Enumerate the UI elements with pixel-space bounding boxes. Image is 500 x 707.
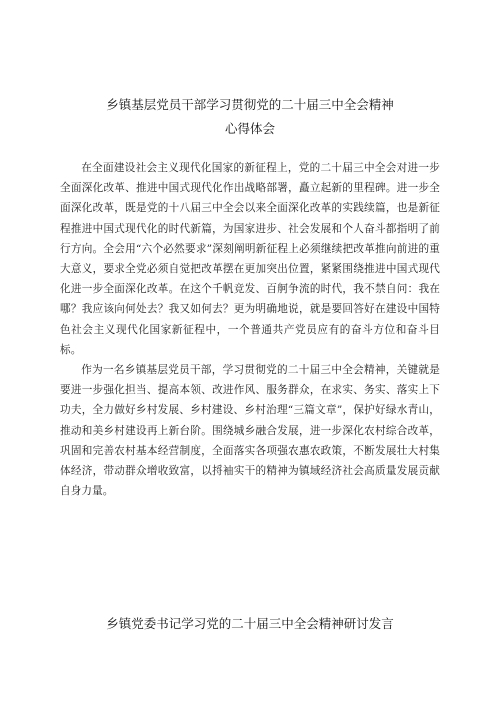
next-section-title: 乡镇党委书记学习党的二十届三中全会精神研讨发言 [106,616,394,631]
paragraph-1: 在全面建设社会主义现代化国家的新征程上，党的二十届三中全会对进一步全面深化改革、推进中国式现代化作出战略部署，矗立起新的里程碑。进一步全面深化改革，既是党的十八届三中全会以来全面深化改革的实践续篇，也是新征程推进中国式现代化的时代新篇，为国家进步、社会发展和个人奋斗都指明了前行方向。全会用“六个必然要求”深刻阐明新征程上必须继续把改革推向前进的重大意义，要求全党必须自觉把改革摆在更加突出位置，紧紧围绕推进中国式现代化进一步全面深化改革。在这个千帆竞发、百舸争流的时代，我不禁自问：我在哪？我应该向何处去？我又如何去？更为明确地说，就是要回答好在建设中国特色社会主义现代化国家新征程中，一个普通共产党员应有的奋斗方位和奋斗目标。 [60,162,440,356]
document-title: 乡镇基层党员干部学习贯彻党的二十届三中全会精神 [106,97,394,112]
paragraph-2: 作为一名乡镇基层党员干部，学习贯彻党的二十届三中全会精神，关键就是要进一步强化担当、提高本领、改进作风、服务群众，在求实、务实、落实上下功夫，全力做好乡村发展、乡村建设、乡村治理“三篇文章”，保护好绿水青山，推动和美乡村建设再上新台阶。围绕城乡融合发展，进一步深化农村综合改革，巩固和完善农村基本经营制度，全面落实各项强农惠农政策，不断发展壮大村集体经济，带动群众增收致富，以捋袖实干的精神为镇域经济社会高质量发展贡献自身力量。 [60,364,440,498]
document-subtitle: 心得体会 [224,121,275,136]
document-body [60,158,440,501]
